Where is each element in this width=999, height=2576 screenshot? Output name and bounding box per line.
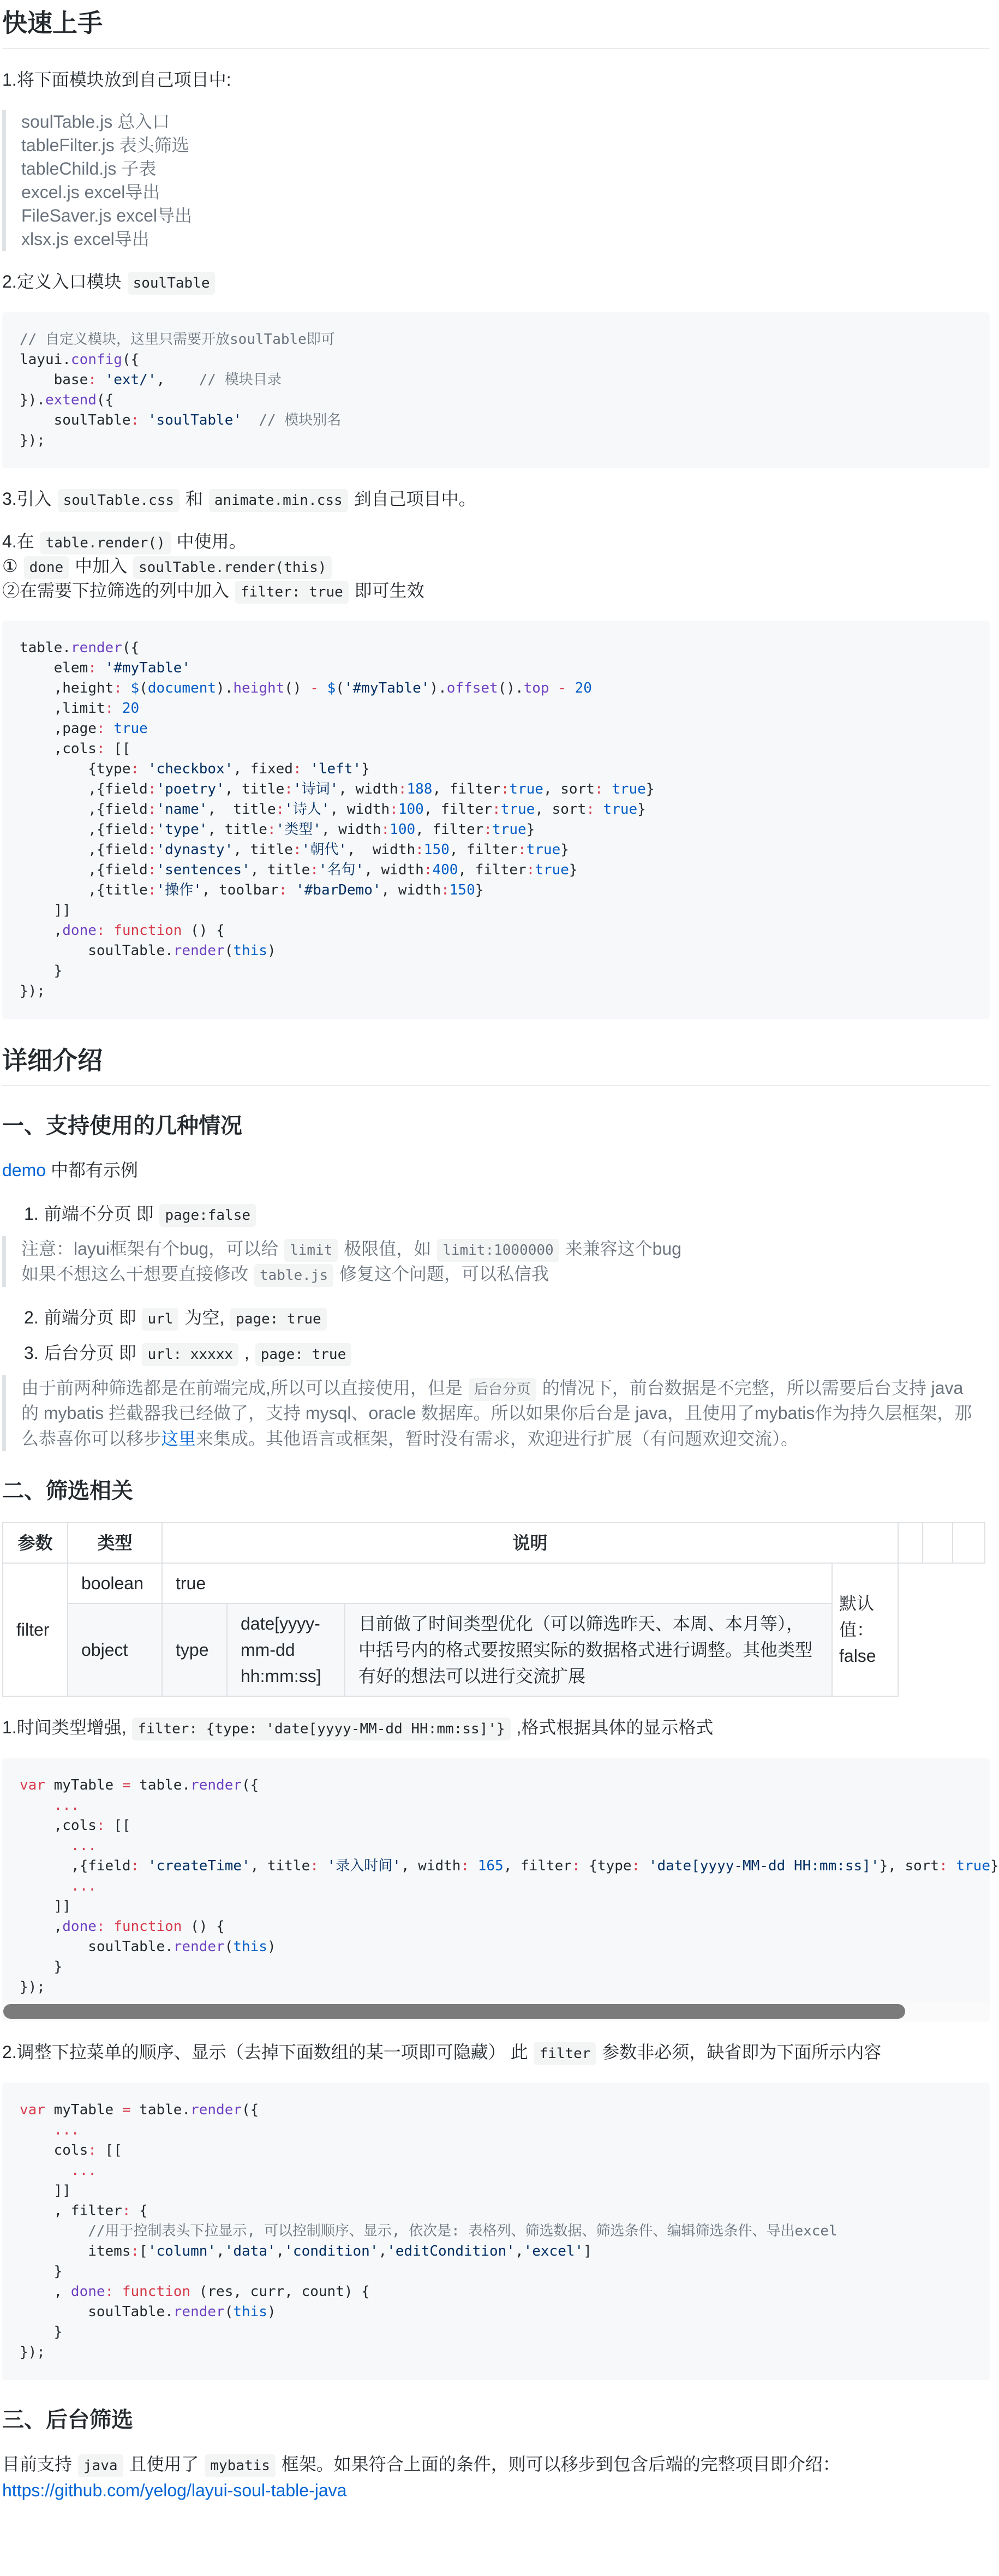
inline-code: limit:1000000 bbox=[437, 1239, 559, 1262]
code-line: elem: '#myTable' bbox=[20, 659, 191, 676]
code-line: } bbox=[20, 2323, 63, 2340]
inline-code: filter: {type: 'date[yyyy-MM-dd HH:mm:ss]'} bbox=[132, 1718, 510, 1740]
list-item-number: 1. bbox=[24, 1204, 39, 1224]
code-line: }); bbox=[20, 432, 45, 449]
paragraph-step4-line3: ②在需要下拉筛选的列中加入 filter: true 即可生效 bbox=[2, 579, 990, 603]
paragraph-demo: demo 中都有示例 bbox=[2, 1160, 138, 1180]
code-line: }).extend({ bbox=[20, 391, 114, 408]
cell-ghost bbox=[898, 1563, 985, 1696]
code-line: ]] bbox=[20, 2182, 71, 2199]
note-backend-paging: 由于前两种筛选都是在前端完成,所以可以直接使用，但是 后台分页 的情况下，前台数据是不完整，所以需要后台支持 java 的 mybatis 拦截器我已经做了，支持 mysql、oracle 数据库。所以如果你后台是 java，且使用了mybatis作为持久层框架，那么恭喜你可以移步这里来集成。其他语言或框架，暂时没有需求，欢迎进行扩展（有问题欢迎交流）。 bbox=[2, 1375, 990, 1451]
list-item-number: 3. bbox=[24, 1343, 39, 1363]
code-line: ,page: true bbox=[20, 720, 148, 737]
paragraph-backend: 目前支持 java 且使用了 mybatis 框架。如果符合上面的条件，则可以移步到包含后端的完整项目即介绍： https://github.com/yelog/layui-soul-table-java bbox=[2, 2454, 840, 2500]
list-item-1 bbox=[24, 1201, 990, 1227]
code-line: } bbox=[20, 1958, 63, 1975]
note-limit-bug: 注意：layui框架有个bug，可以给 limit 极限值，如 limit:1000000 来兼容这个bug 如果不想这么干想要直接修改 table.js 修复这个问题，可以私信我 bbox=[2, 1236, 990, 1287]
list-item-text: 前端分页 即 url 为空, page: true bbox=[44, 1308, 328, 1327]
inline-code: filter bbox=[534, 2042, 596, 2065]
inline-code: mybatis bbox=[205, 2454, 276, 2477]
code-line: , done: function (res, curr, count) { bbox=[20, 2283, 370, 2300]
header-empty-2 bbox=[923, 1523, 953, 1563]
horizontal-scrollbar[interactable] bbox=[2, 2002, 990, 2022]
header-param: 参数 bbox=[3, 1523, 68, 1563]
paragraph-step4 bbox=[2, 529, 990, 603]
header-empty-1 bbox=[898, 1523, 923, 1563]
cell-type-boolean: boolean bbox=[68, 1563, 162, 1603]
list-item-text: 前端不分页 即 page:false bbox=[44, 1204, 257, 1224]
link[interactable]: demo bbox=[2, 1160, 46, 1180]
code-line: ,{field:'dynasty', title:'朝代', width:150, filter:true} bbox=[20, 841, 569, 858]
table-header-row bbox=[3, 1523, 985, 1563]
code-line: cols: [[ bbox=[20, 2142, 122, 2158]
paragraph-step1: 1.将下面模块放到自己项目中: bbox=[2, 69, 231, 90]
code-line: ,{field:'type', title:'类型', width:100, filter:true} bbox=[20, 821, 535, 838]
inline-code: animate.min.css bbox=[209, 489, 348, 512]
module-files-note: soulTable.js 总入口 tableFilter.js 表头筛选 tableChild.js 子表 excel.js excel导出 FileSaver.js excel导出 xlsx.js excel导出 bbox=[2, 110, 990, 251]
cell-type-object: object bbox=[68, 1603, 162, 1696]
paragraph-step4-line1: 4.在 table.render() 中使用。 bbox=[2, 529, 990, 554]
heading-quickstart: 快速上手 bbox=[2, 8, 990, 49]
scrollbar-thumb[interactable] bbox=[3, 2004, 905, 2019]
code-content bbox=[20, 1775, 999, 1997]
code-line: soulTable.render(this) bbox=[20, 2303, 276, 2320]
header-empty-3 bbox=[953, 1523, 985, 1563]
code-line: ,cols: [[ bbox=[20, 740, 131, 757]
paragraph-date-enhance: 1.时间类型增强, filter: {type: 'date[yyyy-MM-dd HH:mm:ss]'} ,格式根据具体的显示格式 bbox=[2, 1714, 990, 1740]
code-line: table.render({ bbox=[20, 639, 140, 656]
code-line: ,{field:'name', title:'诗人', width:100, filter:true, sort: true} bbox=[20, 801, 646, 818]
code-line: ,height: $(document).height() - $('#myTable').offset().top - 20 bbox=[20, 679, 592, 696]
paragraph-filter-items: 2.调整下拉菜单的顺序、显示（去掉下面数组的某一项即可隐藏） 此 filter 参数非必须，缺省即为下面所示内容 bbox=[2, 2039, 990, 2065]
code-line: ,{field:'poetry', title:'诗词', width:188, filter:true, sort: true} bbox=[20, 780, 655, 797]
inline-code: soulTable bbox=[128, 272, 216, 295]
inline-code: table.render() bbox=[40, 532, 171, 554]
code-line: soulTable: 'soulTable' // 模块别名 bbox=[20, 412, 342, 428]
code-line: } bbox=[20, 2263, 63, 2280]
cell-date-format: date[yyyy-mm-dd hh:mm:ss] bbox=[227, 1603, 345, 1696]
code-line: {type: 'checkbox', fixed: 'left'} bbox=[20, 760, 370, 777]
code-block-layui-config bbox=[2, 312, 990, 468]
code-line: } bbox=[20, 962, 63, 979]
filter-param-table bbox=[2, 1522, 985, 1697]
heading-section-2: 二、筛选相关 bbox=[2, 1478, 133, 1503]
inline-code: filter: true bbox=[235, 581, 349, 604]
cell-default-value: 默认值：false bbox=[832, 1563, 898, 1696]
code-line: ,done: function () { bbox=[20, 1918, 225, 1935]
heading-details: 详细介绍 bbox=[2, 1045, 990, 1087]
inline-code: limit bbox=[284, 1239, 338, 1262]
link[interactable]: https://github.com/yelog/layui-soul-table-java bbox=[2, 2480, 347, 2500]
cell-object-desc: 目前做了时间类型优化（可以筛选昨天、本周、本月等），中括号内的格式要按照实际的数据格式进行调整。其他类型有好的想法可以进行交流扩展 bbox=[345, 1603, 832, 1696]
inline-code: url: xxxxx bbox=[142, 1343, 238, 1366]
code-line: //用于控制表头下拉显示, 可以控制顺序、显示, 依次是: 表格列、筛选数据、筛选条件、编辑筛选条件、导出excel bbox=[88, 2222, 838, 2239]
inline-code: url bbox=[142, 1308, 178, 1331]
code-line: }); bbox=[20, 982, 45, 999]
code-line: ... bbox=[70, 1837, 97, 1854]
code-line: base: 'ext/', // 模块目录 bbox=[20, 371, 282, 388]
list-item-text: 后台分页 即 url: xxxxx , page: true bbox=[44, 1343, 353, 1363]
table-row bbox=[3, 1563, 985, 1603]
code-block-createtime bbox=[2, 1758, 999, 2022]
header-desc: 说明 bbox=[162, 1523, 898, 1563]
code-line: var myTable = table.render({ bbox=[20, 1776, 259, 1793]
code-line: ,{field:'sentences', title:'名句', width:400, filter:true} bbox=[20, 861, 578, 878]
cell-param-filter: filter bbox=[3, 1563, 68, 1696]
code-line: items:['column','data','condition','editCondition','excel'] bbox=[20, 2243, 592, 2259]
inline-code: page: true bbox=[255, 1343, 352, 1366]
inline-code: java bbox=[78, 2454, 123, 2477]
inline-code: table.js bbox=[254, 1264, 333, 1287]
link[interactable]: 这里 bbox=[161, 1428, 196, 1448]
code-line: }); bbox=[20, 1978, 45, 1995]
inline-code: page: true bbox=[230, 1308, 327, 1331]
code-line: ]] bbox=[20, 1898, 71, 1915]
paragraph-step3: 3.引入 soulTable.css 和 animate.min.css 到自己项目中。 bbox=[2, 486, 990, 512]
header-type: 类型 bbox=[68, 1523, 162, 1563]
cell-boolean-desc: true bbox=[162, 1563, 832, 1603]
heading-section-3: 三、后台筛选 bbox=[2, 2407, 133, 2432]
inline-code: soulTable.css bbox=[58, 489, 180, 512]
code-line: }); bbox=[20, 2344, 45, 2360]
code-line: var myTable = table.render({ bbox=[20, 2101, 259, 2118]
code-line: // 自定义模块，这里只需要开放soulTable即可 bbox=[20, 331, 335, 348]
paragraph-step4-line2: ① done 中加入 soulTable.render(this) bbox=[2, 554, 990, 579]
code-block-table-render bbox=[2, 621, 990, 1019]
code-line: ,{field: 'createTime', title: '录入时间', width: 165, filter: {type: 'date[yyyy-MM-dd HH:mm:ss]'}, sort: true} bbox=[20, 1857, 999, 1874]
inline-code: page:false bbox=[159, 1204, 256, 1227]
list-item-2 bbox=[24, 1304, 990, 1331]
heading-section-1: 一、支持使用的几种情况 bbox=[2, 1114, 242, 1138]
code-line: soulTable.render(this) bbox=[20, 942, 276, 959]
code-line: ,{title:'操作', toolbar: '#barDemo', width:150} bbox=[20, 881, 484, 898]
inline-code: 后台分页 bbox=[469, 1378, 536, 1401]
code-line: ... bbox=[70, 2162, 97, 2179]
inline-code: done bbox=[24, 556, 69, 579]
paragraph-step2: 2.定义入口模块 soulTable bbox=[2, 269, 990, 295]
list-item-3 bbox=[24, 1340, 990, 1366]
code-line: ... bbox=[70, 1877, 97, 1894]
inline-code: soulTable.render(this) bbox=[133, 556, 332, 579]
code-block-filter-items bbox=[2, 2083, 990, 2380]
code-line: layui.config({ bbox=[20, 351, 140, 368]
code-line: ]] bbox=[20, 902, 71, 919]
code-line: ,done: function () { bbox=[20, 922, 225, 939]
code-line: ,cols: [[ bbox=[20, 1817, 131, 1834]
list-item-number: 2. bbox=[24, 1307, 39, 1327]
cell-sub-type: type bbox=[162, 1603, 227, 1696]
code-line: ... bbox=[53, 2121, 80, 2138]
code-line: , filter: { bbox=[20, 2202, 148, 2219]
code-line: soulTable.render(this) bbox=[20, 1938, 276, 1955]
code-line: ,limit: 20 bbox=[20, 700, 140, 717]
code-line: ... bbox=[53, 1797, 80, 1814]
